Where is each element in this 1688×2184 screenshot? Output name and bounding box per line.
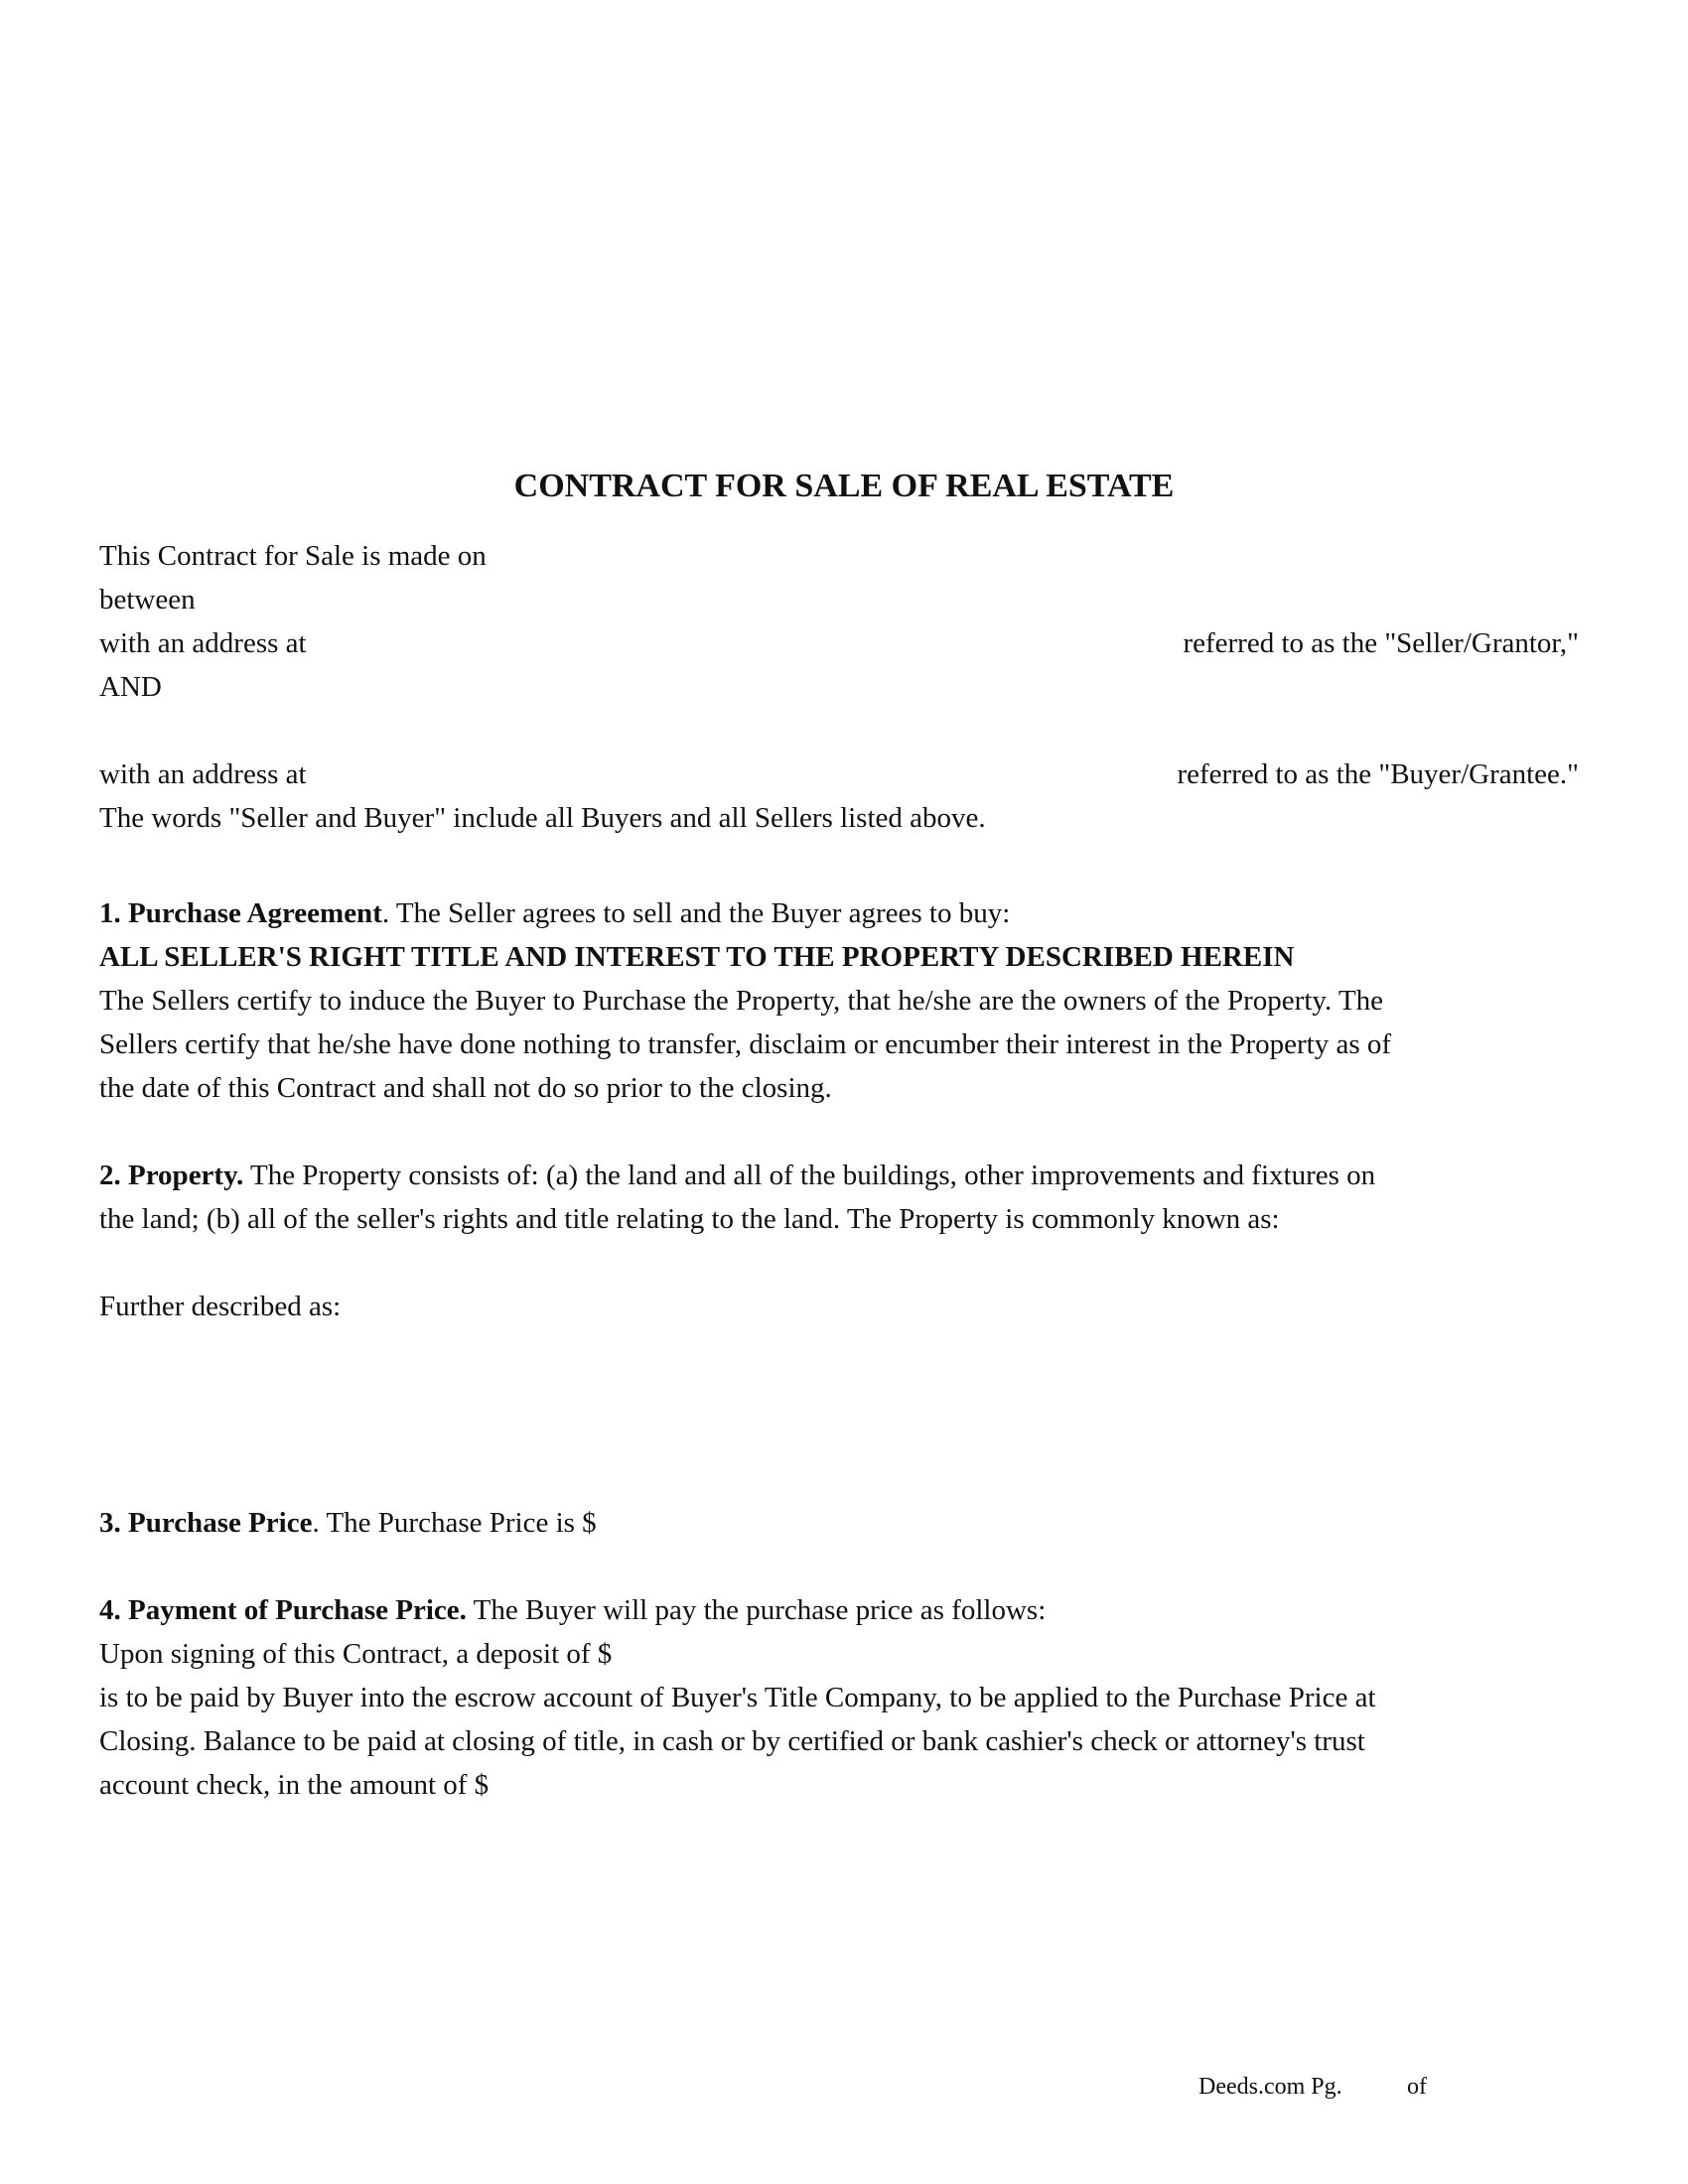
words-note: The words "Seller and Buyer" include all Buyers and all Sellers listed above. bbox=[99, 802, 986, 834]
section-3-line bbox=[99, 1501, 597, 1545]
section-2-line bbox=[99, 1154, 1375, 1197]
seller-address-label: with an address at bbox=[99, 627, 307, 659]
section-3-heading: 3. Purchase Price bbox=[99, 1507, 313, 1539]
section-2-text: The Property consists of: (a) the land and all of the buildings, other improvements and fixtures on bbox=[243, 1160, 1376, 1191]
section-4-line: account check, in the amount of $ bbox=[99, 1769, 490, 1801]
footer-of: of bbox=[1407, 2074, 1427, 2100]
intro-between: between bbox=[99, 584, 196, 615]
section-3-text: . The Purchase Price is $ bbox=[312, 1507, 597, 1539]
buyer-reference: referred to as the "Buyer/Grantee." bbox=[1177, 758, 1579, 790]
section-1-lead bbox=[99, 891, 1010, 935]
section-4-line: Closing. Balance to be paid at closing of title, in cash or by certified or bank cashier's check or attorney's trust bbox=[99, 1725, 1365, 1757]
seller-reference: referred to as the "Seller/Grantor," bbox=[1183, 627, 1579, 659]
section-4-heading: 4. Payment of Purchase Price. bbox=[99, 1594, 467, 1626]
section-1-lead-text: . The Seller agrees to sell and the Buyer agrees to buy: bbox=[381, 897, 1011, 929]
section-2-heading: 2. Property. bbox=[99, 1160, 244, 1191]
section-4-line: is to be paid by Buyer into the escrow account of Buyer's Title Company, to be applied to the Purchase Price at bbox=[99, 1682, 1376, 1713]
intro-made-on: This Contract for Sale is made on bbox=[99, 540, 487, 572]
footer-site-page: Deeds.com Pg. bbox=[1198, 2074, 1342, 2100]
section-4-lead-text: The Buyer will pay the purchase price as follows: bbox=[466, 1594, 1047, 1626]
buyer-address-label: with an address at bbox=[99, 758, 307, 790]
intro-and: AND bbox=[99, 671, 162, 703]
section-1-line: The Sellers certify to induce the Buyer to Purchase the Property, that he/she are the owners of the Property. The bbox=[99, 985, 1384, 1017]
section-4-lead bbox=[99, 1588, 1046, 1632]
section-1-line: the date of this Contract and shall not do so prior to the closing. bbox=[99, 1072, 832, 1104]
section-1-caps: ALL SELLER'S RIGHT TITLE AND INTEREST TO THE PROPERTY DESCRIBED HEREIN bbox=[99, 941, 1295, 973]
section-1-line: Sellers certify that he/she have done nothing to transfer, disclaim or encumber their interest in the Property as of bbox=[99, 1028, 1392, 1060]
further-described: Further described as: bbox=[99, 1291, 342, 1322]
section-1-heading: 1. Purchase Agreement bbox=[99, 897, 382, 929]
section-2-line: the land; (b) all of the seller's rights and title relating to the land. The Property is commonly known as: bbox=[99, 1203, 1280, 1235]
document-title: CONTRACT FOR SALE OF REAL ESTATE bbox=[513, 468, 1175, 504]
section-4-line: Upon signing of this Contract, a deposit of $ bbox=[99, 1638, 613, 1670]
